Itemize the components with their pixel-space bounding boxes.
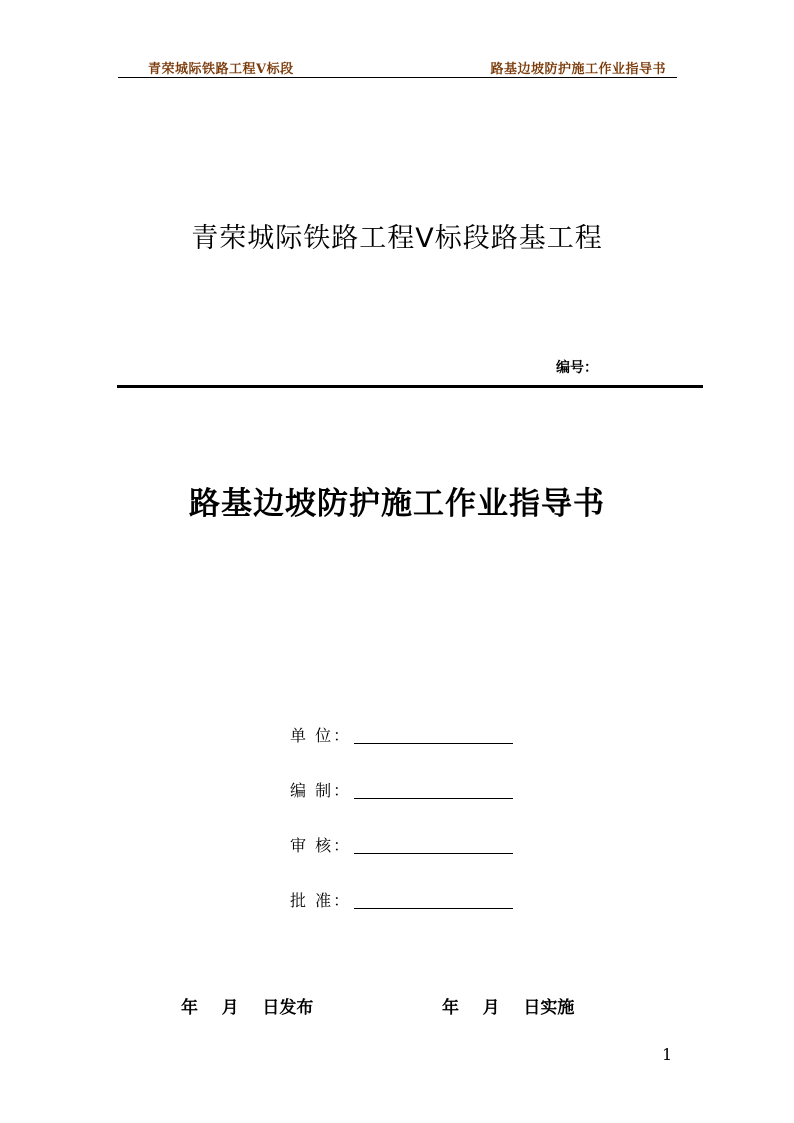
header-right-text: 路基边坡防护施工作业指导书 — [490, 62, 666, 77]
header-rule — [118, 77, 677, 78]
signature-blank-line[interactable] — [354, 798, 513, 799]
document-title: 路基边坡防护施工作业指导书 — [189, 486, 605, 522]
project-title: 青荣城际铁路工程Ⅴ标段路基工程 — [191, 223, 603, 254]
signature-row-unit — [290, 722, 513, 746]
signature-row-approver — [290, 887, 513, 911]
signature-label: 单 位： — [290, 726, 352, 745]
page-number: 1 — [662, 1045, 673, 1064]
signature-label: 批 准： — [290, 891, 352, 910]
signature-label: 编 制： — [290, 781, 352, 800]
signature-row-compiler — [290, 777, 513, 801]
header-left-text: 青荣城际铁路工程Ⅴ标段 — [148, 62, 294, 77]
title-divider — [117, 385, 703, 388]
signature-blank-line[interactable] — [354, 853, 513, 854]
signature-blank-line[interactable] — [354, 743, 513, 744]
signature-label: 审 核： — [290, 836, 352, 855]
signature-row-reviewer — [290, 832, 513, 856]
publish-date: 年 月 日发布 — [181, 998, 314, 1018]
signature-blank-line[interactable] — [354, 908, 513, 909]
serial-number-label: 编号： — [556, 360, 598, 376]
implement-date: 年 月 日实施 — [442, 998, 575, 1018]
